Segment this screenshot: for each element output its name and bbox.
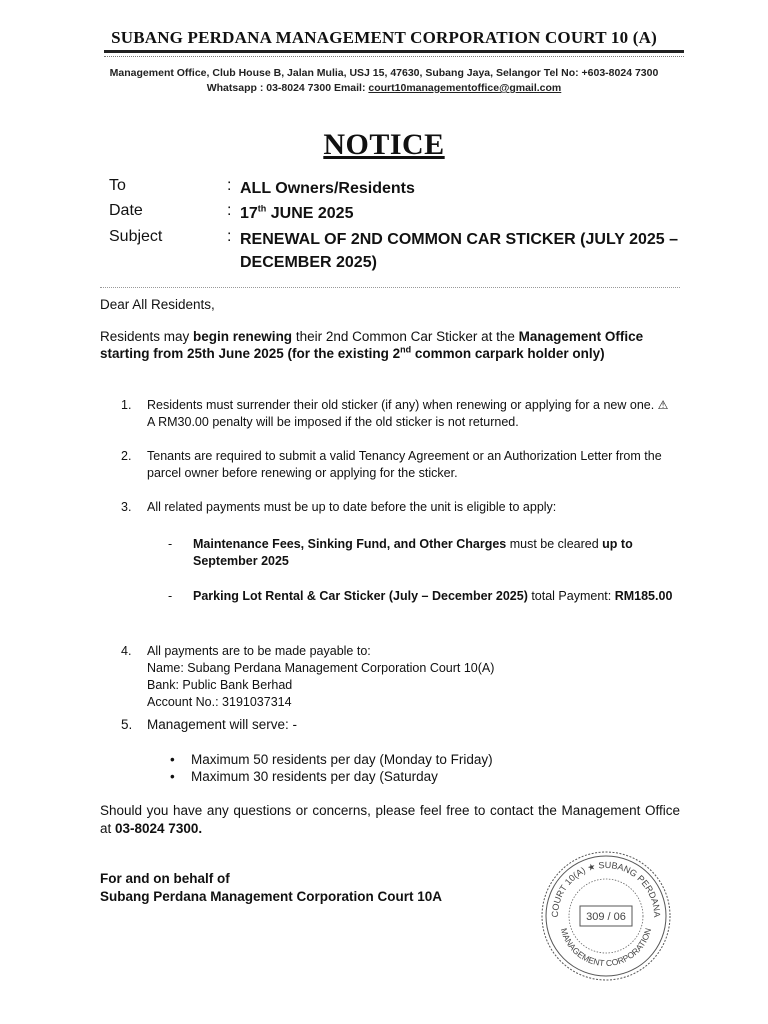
notice-title: NOTICE — [323, 128, 445, 161]
payment-line: All payments are to be made payable to: — [147, 644, 371, 658]
bullet-text: Maximum 50 residents per day (Monday to Friday) — [191, 752, 493, 767]
intro-text: their 2nd Common Car Sticker at the — [292, 329, 519, 344]
greeting: Dear All Residents, — [100, 297, 215, 312]
intro-sup: nd — [400, 344, 412, 355]
date-rest: JUNE 2025 — [266, 205, 354, 222]
list-text: Management will serve: - — [147, 717, 298, 732]
date-day: 17 — [240, 205, 258, 222]
sub-text — [193, 588, 678, 605]
bullet-dot: • — [170, 769, 175, 784]
sub-dash: - — [168, 537, 173, 551]
stamp-code: 309 / 06 — [586, 911, 626, 923]
sub-dash: - — [168, 589, 173, 603]
list-text: Tenants are required to submit a valid Tenancy Agreement or an Authorization Letter from the parcel owner before renewing or applying for the sticker. — [147, 449, 662, 480]
svg-text:COURT 10(A) ★ SUBANG PERDANA — [550, 860, 662, 918]
list-number: 4. — [121, 644, 132, 658]
warning-icon: ⚠ — [657, 398, 669, 412]
sub-bold: up to September 2025 — [193, 537, 633, 568]
payment-account: Account No.: 3191037314 — [147, 695, 292, 709]
intro-text: Residents may — [100, 329, 194, 344]
bullet-dot: • — [170, 752, 175, 767]
list-number: 1. — [121, 398, 132, 412]
list-text — [147, 397, 675, 431]
list-number: 3. — [121, 500, 132, 514]
signature-org: Subang Perdana Management Corporation Court 10A — [100, 889, 443, 904]
svg-text:MANAGEMENT CORPORATION — [559, 927, 653, 968]
payment-name: Name: Subang Perdana Management Corporation Court 10(A) — [147, 661, 495, 675]
signature-line: For and on behalf of — [100, 871, 230, 886]
whatsapp-label: Whatsapp : 03-8024 7300 Email: — [206, 82, 369, 94]
official-stamp — [538, 848, 674, 984]
subject-colon: : — [227, 228, 232, 245]
to-value: ALL Owners/Residents — [240, 180, 415, 197]
sub-bold: RM185.00 — [614, 589, 673, 603]
intro-bold-text: Management Office starting from 25th June 2025 (for the existing 2 — [100, 329, 644, 361]
payment-bank: Bank: Public Bank Berhad — [147, 678, 293, 692]
sub-normal: total Payment: — [527, 589, 615, 603]
sub-normal: must be cleared — [506, 537, 603, 551]
title-rule-dotted — [104, 56, 684, 57]
closing-phone: 03-8024 7300. — [115, 821, 203, 836]
list-number: 5. — [121, 717, 133, 732]
intro-paragraph — [100, 328, 680, 362]
date-colon: : — [227, 202, 232, 219]
list-text — [147, 643, 675, 711]
intro-bold: begin renewing — [193, 329, 293, 344]
intro-bold-text: common carpark holder only) — [411, 346, 605, 361]
sub-text — [193, 536, 678, 570]
title-rule — [104, 50, 684, 53]
address-line: Management Office, Club House B, Jalan Mulia, USJ 15, 47630, Subang Jaya, Selangor Tel No: +603-8024 7300 — [109, 67, 659, 79]
separator-rule — [100, 287, 680, 288]
item-text: Residents must surrender their old sticker (if any) when renewing or applying for a new one. — [147, 398, 658, 412]
subject-value: RENEWAL OF 2ND COMMON CAR STICKER (JULY 2025 – DECEMBER 2025) — [240, 231, 679, 271]
date-suffix: th — [257, 203, 267, 214]
date-label: Date — [109, 202, 143, 219]
sub-bold: Maintenance Fees, Sinking Fund, and Other Charges — [193, 537, 507, 551]
email-link[interactable]: court10managementoffice@gmail.com — [368, 82, 562, 94]
closing-paragraph — [100, 802, 680, 838]
to-colon: : — [227, 177, 232, 194]
organization-title: SUBANG PERDANA MANAGEMENT CORPORATION COURT 10 (A) — [111, 28, 657, 47]
list-text: All related payments must be up to date before the unit is eligible to apply: — [147, 500, 557, 514]
stamp-text-bottom: MANAGEMENT CORPORATION — [558, 926, 654, 969]
closing-text: Should you have any questions or concerns, please feel free to contact the Management Office at — [100, 803, 680, 836]
date-value — [240, 202, 710, 225]
contact-line — [0, 82, 768, 94]
list-number: 2. — [121, 449, 132, 463]
item-text: A RM30.00 penalty will be imposed if the old sticker is not returned. — [147, 415, 519, 429]
subject-label: Subject — [109, 228, 163, 245]
sub-bold: Parking Lot Rental & Car Sticker (July – December 2025) — [193, 589, 528, 603]
to-label: To — [109, 177, 126, 194]
signature-block — [100, 870, 442, 906]
bullet-text: Maximum 30 residents per day (Saturday — [191, 769, 438, 784]
stamp-text-top: COURT 10(A) ★ SUBANG PERDANA — [549, 859, 663, 918]
